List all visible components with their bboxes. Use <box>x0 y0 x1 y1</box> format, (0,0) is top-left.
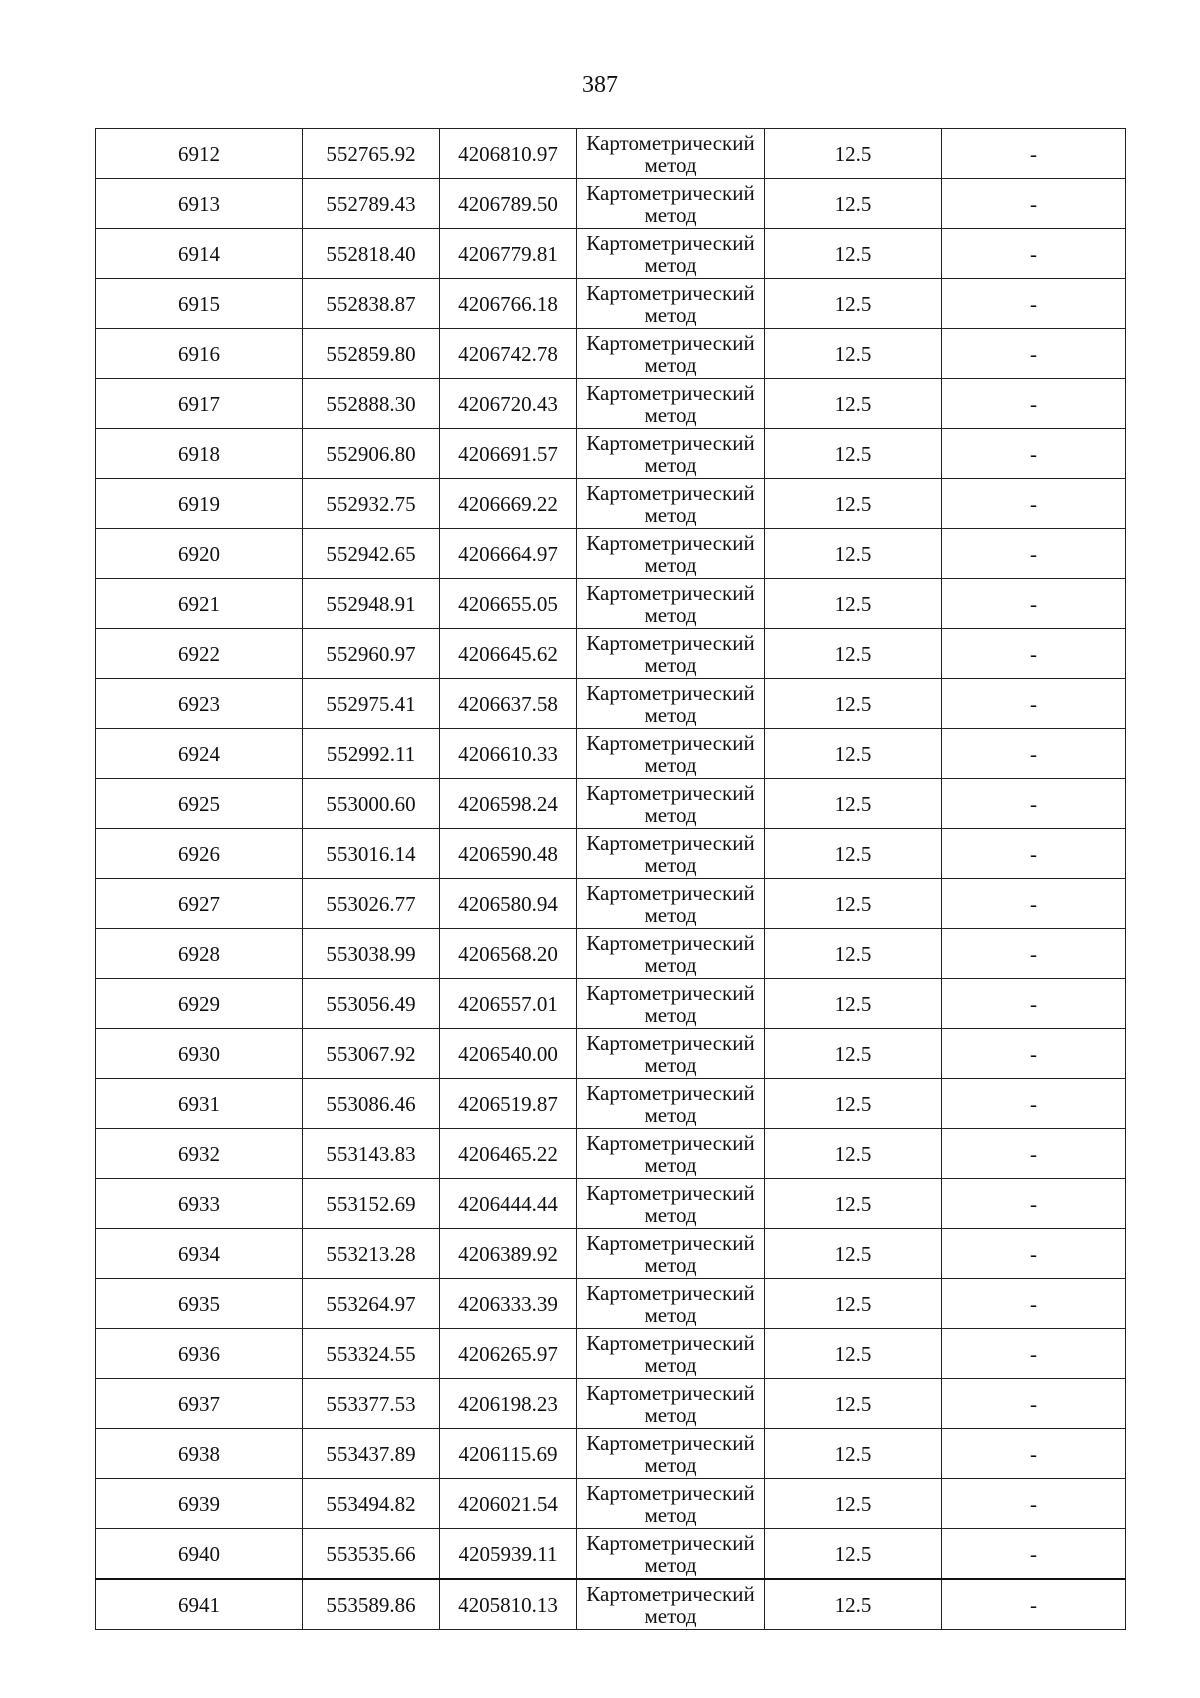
y-coordinate-cell: 4206669.22 <box>440 479 577 529</box>
method-cell <box>577 129 765 179</box>
accuracy-cell: 12.5 <box>765 779 942 829</box>
method-line-1: Картометрический <box>586 1130 755 1155</box>
accuracy-cell: 12.5 <box>765 329 942 379</box>
method-cell <box>577 229 765 279</box>
point-number-cell: 6917 <box>96 379 303 429</box>
y-coordinate-cell: 4206389.92 <box>440 1229 577 1279</box>
y-coordinate-cell: 4206691.57 <box>440 429 577 479</box>
table-row <box>96 1379 1126 1429</box>
method-line-1: Картометрический <box>586 1030 755 1055</box>
point-number-cell: 6914 <box>96 229 303 279</box>
method-line-2: метод <box>644 1202 697 1227</box>
x-coordinate-cell: 553086.46 <box>303 1079 440 1129</box>
y-coordinate-cell: 4206333.39 <box>440 1279 577 1329</box>
method-cell <box>577 1579 765 1630</box>
method-line-1: Картометрический <box>586 680 755 705</box>
method-line-1: Картометрический <box>586 1380 755 1405</box>
method-line-2: метод <box>644 1502 697 1527</box>
accuracy-cell: 12.5 <box>765 1279 942 1329</box>
method-cell <box>577 579 765 629</box>
table-row <box>96 279 1126 329</box>
x-coordinate-cell: 553437.89 <box>303 1429 440 1479</box>
note-cell: - <box>942 929 1126 979</box>
table-row <box>96 179 1126 229</box>
y-coordinate-cell: 4206568.20 <box>440 929 577 979</box>
method-line-1: Картометрический <box>586 330 755 355</box>
note-cell: - <box>942 729 1126 779</box>
note-cell: - <box>942 629 1126 679</box>
table-row <box>96 429 1126 479</box>
method-line-2: метод <box>644 352 697 377</box>
point-number-cell: 6939 <box>96 1479 303 1529</box>
method-line-2: метод <box>644 652 697 677</box>
method-cell <box>577 379 765 429</box>
method-cell <box>577 979 765 1029</box>
x-coordinate-cell: 553213.28 <box>303 1229 440 1279</box>
method-line-1: Картометрический <box>586 280 755 305</box>
method-cell <box>577 679 765 729</box>
accuracy-cell: 12.5 <box>765 1529 942 1580</box>
method-cell <box>577 479 765 529</box>
accuracy-cell: 12.5 <box>765 1229 942 1279</box>
method-line-1: Картометрический <box>586 130 755 155</box>
method-cell <box>577 929 765 979</box>
note-cell: - <box>942 429 1126 479</box>
point-number-cell: 6927 <box>96 879 303 929</box>
point-number-cell: 6915 <box>96 279 303 329</box>
accuracy-cell: 12.5 <box>765 879 942 929</box>
x-coordinate-cell: 552960.97 <box>303 629 440 679</box>
x-coordinate-cell: 552888.30 <box>303 379 440 429</box>
note-cell: - <box>942 1579 1126 1630</box>
method-line-2: метод <box>644 1352 697 1377</box>
accuracy-cell: 12.5 <box>765 729 942 779</box>
x-coordinate-cell: 553264.97 <box>303 1279 440 1329</box>
method-line-2: метод <box>644 1402 697 1427</box>
x-coordinate-cell: 553056.49 <box>303 979 440 1029</box>
y-coordinate-cell: 4206664.97 <box>440 529 577 579</box>
method-cell <box>577 1029 765 1079</box>
method-cell <box>577 1279 765 1329</box>
accuracy-cell: 12.5 <box>765 1429 942 1479</box>
point-number-cell: 6922 <box>96 629 303 679</box>
method-cell <box>577 429 765 479</box>
point-number-cell: 6941 <box>96 1579 303 1630</box>
method-line-2: метод <box>644 152 697 177</box>
method-cell <box>577 529 765 579</box>
note-cell: - <box>942 829 1126 879</box>
table-row <box>96 779 1126 829</box>
table-row <box>96 1529 1126 1580</box>
point-number-cell: 6938 <box>96 1429 303 1479</box>
point-number-cell: 6916 <box>96 329 303 379</box>
note-cell: - <box>942 779 1126 829</box>
accuracy-cell: 12.5 <box>765 1179 942 1229</box>
method-cell <box>577 1429 765 1479</box>
accuracy-cell: 12.5 <box>765 379 942 429</box>
note-cell: - <box>942 1129 1126 1179</box>
point-number-cell: 6920 <box>96 529 303 579</box>
note-cell: - <box>942 1329 1126 1379</box>
point-number-cell: 6924 <box>96 729 303 779</box>
accuracy-cell: 12.5 <box>765 929 942 979</box>
note-cell: - <box>942 529 1126 579</box>
method-line-2: метод <box>644 1052 697 1077</box>
accuracy-cell: 12.5 <box>765 229 942 279</box>
x-coordinate-cell: 553589.86 <box>303 1579 440 1630</box>
table-row <box>96 379 1126 429</box>
method-cell <box>577 829 765 879</box>
point-number-cell: 6912 <box>96 129 303 179</box>
note-cell: - <box>942 979 1126 1029</box>
method-line-1: Картометрический <box>586 1581 755 1606</box>
accuracy-cell: 12.5 <box>765 579 942 629</box>
y-coordinate-cell: 4206198.23 <box>440 1379 577 1429</box>
accuracy-cell: 12.5 <box>765 1379 942 1429</box>
table-row <box>96 1579 1126 1630</box>
x-coordinate-cell: 552789.43 <box>303 179 440 229</box>
point-number-cell: 6931 <box>96 1079 303 1129</box>
x-coordinate-cell: 553152.69 <box>303 1179 440 1229</box>
method-line-1: Картометрический <box>586 430 755 455</box>
method-line-2: метод <box>644 1552 697 1577</box>
note-cell: - <box>942 1529 1126 1580</box>
table-row <box>96 1279 1126 1329</box>
method-line-1: Картометрический <box>586 480 755 505</box>
point-number-cell: 6930 <box>96 1029 303 1079</box>
method-cell <box>577 279 765 329</box>
table-row <box>96 1479 1126 1529</box>
accuracy-cell: 12.5 <box>765 429 942 479</box>
method-cell <box>577 1529 765 1580</box>
point-number-cell: 6919 <box>96 479 303 529</box>
method-line-2: метод <box>644 1603 697 1628</box>
method-line-1: Картометрический <box>586 580 755 605</box>
table-row <box>96 879 1126 929</box>
method-line-2: метод <box>644 302 697 327</box>
x-coordinate-cell: 552992.11 <box>303 729 440 779</box>
point-number-cell: 6913 <box>96 179 303 229</box>
point-number-cell: 6926 <box>96 829 303 879</box>
accuracy-cell: 12.5 <box>765 1579 942 1630</box>
note-cell: - <box>942 679 1126 729</box>
y-coordinate-cell: 4206598.24 <box>440 779 577 829</box>
accuracy-cell: 12.5 <box>765 129 942 179</box>
note-cell: - <box>942 279 1126 329</box>
y-coordinate-cell: 4206779.81 <box>440 229 577 279</box>
method-cell <box>577 179 765 229</box>
accuracy-cell: 12.5 <box>765 1129 942 1179</box>
note-cell: - <box>942 1079 1126 1129</box>
y-coordinate-cell: 4205810.13 <box>440 1579 577 1630</box>
method-cell <box>577 1379 765 1429</box>
point-number-cell: 6928 <box>96 929 303 979</box>
accuracy-cell: 12.5 <box>765 1329 942 1379</box>
note-cell: - <box>942 479 1126 529</box>
method-line-2: метод <box>644 752 697 777</box>
x-coordinate-cell: 553026.77 <box>303 879 440 929</box>
method-line-2: метод <box>644 452 697 477</box>
table-row <box>96 579 1126 629</box>
x-coordinate-cell: 553324.55 <box>303 1329 440 1379</box>
y-coordinate-cell: 4206519.87 <box>440 1079 577 1129</box>
table-row <box>96 529 1126 579</box>
method-line-2: метод <box>644 502 697 527</box>
point-number-cell: 6933 <box>96 1179 303 1229</box>
method-line-1: Картометрический <box>586 1080 755 1105</box>
table-row <box>96 729 1126 779</box>
accuracy-cell: 12.5 <box>765 629 942 679</box>
table-row <box>96 1229 1126 1279</box>
method-line-2: метод <box>644 402 697 427</box>
table-row <box>96 329 1126 379</box>
table-row <box>96 1129 1126 1179</box>
note-cell: - <box>942 1029 1126 1079</box>
method-line-2: метод <box>644 952 697 977</box>
y-coordinate-cell: 4206590.48 <box>440 829 577 879</box>
point-number-cell: 6929 <box>96 979 303 1029</box>
x-coordinate-cell: 552859.80 <box>303 329 440 379</box>
method-line-2: метод <box>644 252 697 277</box>
method-line-1: Картометрический <box>586 1280 755 1305</box>
method-line-1: Картометрический <box>586 880 755 905</box>
x-coordinate-cell: 553535.66 <box>303 1529 440 1580</box>
y-coordinate-cell: 4206766.18 <box>440 279 577 329</box>
note-cell: - <box>942 1379 1126 1429</box>
note-cell: - <box>942 1479 1126 1529</box>
x-coordinate-cell: 553016.14 <box>303 829 440 879</box>
y-coordinate-cell: 4206540.00 <box>440 1029 577 1079</box>
y-coordinate-cell: 4206742.78 <box>440 329 577 379</box>
method-line-1: Картометрический <box>586 780 755 805</box>
x-coordinate-cell: 553038.99 <box>303 929 440 979</box>
accuracy-cell: 12.5 <box>765 1479 942 1529</box>
x-coordinate-cell: 552975.41 <box>303 679 440 729</box>
table-row <box>96 229 1126 279</box>
y-coordinate-cell: 4206444.44 <box>440 1179 577 1229</box>
method-line-2: метод <box>644 1102 697 1127</box>
note-cell: - <box>942 1229 1126 1279</box>
y-coordinate-cell: 4206580.94 <box>440 879 577 929</box>
accuracy-cell: 12.5 <box>765 479 942 529</box>
table-row <box>96 479 1126 529</box>
y-coordinate-cell: 4206465.22 <box>440 1129 577 1179</box>
note-cell: - <box>942 329 1126 379</box>
x-coordinate-cell: 553143.83 <box>303 1129 440 1179</box>
x-coordinate-cell: 552818.40 <box>303 229 440 279</box>
method-line-1: Картометрический <box>586 830 755 855</box>
method-line-2: метод <box>644 1452 697 1477</box>
method-line-1: Картометрический <box>586 980 755 1005</box>
note-cell: - <box>942 879 1126 929</box>
note-cell: - <box>942 179 1126 229</box>
method-cell <box>577 1079 765 1129</box>
method-line-1: Картометрический <box>586 1230 755 1255</box>
method-cell <box>577 1229 765 1279</box>
method-cell <box>577 729 765 779</box>
method-cell <box>577 629 765 679</box>
method-line-1: Картометрический <box>586 1430 755 1455</box>
accuracy-cell: 12.5 <box>765 829 942 879</box>
point-number-cell: 6921 <box>96 579 303 629</box>
point-number-cell: 6925 <box>96 779 303 829</box>
coordinates-table <box>95 128 1126 1630</box>
y-coordinate-cell: 4206810.97 <box>440 129 577 179</box>
method-line-2: метод <box>644 602 697 627</box>
x-coordinate-cell: 552942.65 <box>303 529 440 579</box>
method-cell <box>577 779 765 829</box>
method-line-2: метод <box>644 702 697 727</box>
table-row <box>96 1329 1126 1379</box>
method-line-1: Картометрический <box>586 530 755 555</box>
note-cell: - <box>942 379 1126 429</box>
method-line-2: метод <box>644 1002 697 1027</box>
method-line-2: метод <box>644 802 697 827</box>
coordinates-table-body <box>96 129 1126 1630</box>
x-coordinate-cell: 552948.91 <box>303 579 440 629</box>
table-row <box>96 629 1126 679</box>
x-coordinate-cell: 553067.92 <box>303 1029 440 1079</box>
point-number-cell: 6935 <box>96 1279 303 1329</box>
method-line-1: Картометрический <box>586 230 755 255</box>
method-line-1: Картометрический <box>586 1530 755 1555</box>
note-cell: - <box>942 129 1126 179</box>
y-coordinate-cell: 4206655.05 <box>440 579 577 629</box>
method-line-2: метод <box>644 1302 697 1327</box>
method-line-1: Картометрический <box>586 630 755 655</box>
accuracy-cell: 12.5 <box>765 529 942 579</box>
accuracy-cell: 12.5 <box>765 1029 942 1079</box>
y-coordinate-cell: 4206265.97 <box>440 1329 577 1379</box>
point-number-cell: 6940 <box>96 1529 303 1580</box>
accuracy-cell: 12.5 <box>765 1079 942 1129</box>
accuracy-cell: 12.5 <box>765 679 942 729</box>
method-line-1: Картометрический <box>586 1330 755 1355</box>
method-line-1: Картометрический <box>586 930 755 955</box>
table-row <box>96 929 1126 979</box>
method-cell <box>577 1329 765 1379</box>
note-cell: - <box>942 229 1126 279</box>
point-number-cell: 6923 <box>96 679 303 729</box>
point-number-cell: 6937 <box>96 1379 303 1429</box>
y-coordinate-cell: 4206637.58 <box>440 679 577 729</box>
y-coordinate-cell: 4206557.01 <box>440 979 577 1029</box>
method-cell <box>577 1129 765 1179</box>
x-coordinate-cell: 552932.75 <box>303 479 440 529</box>
method-cell <box>577 1179 765 1229</box>
note-cell: - <box>942 1429 1126 1479</box>
method-line-2: метод <box>644 1152 697 1177</box>
x-coordinate-cell: 552906.80 <box>303 429 440 479</box>
table-row <box>96 129 1126 179</box>
method-cell <box>577 1479 765 1529</box>
method-line-1: Картометрический <box>586 180 755 205</box>
y-coordinate-cell: 4206720.43 <box>440 379 577 429</box>
method-line-1: Картометрический <box>586 730 755 755</box>
method-line-2: метод <box>644 202 697 227</box>
table-row <box>96 679 1126 729</box>
method-line-2: метод <box>644 852 697 877</box>
note-cell: - <box>942 1179 1126 1229</box>
note-cell: - <box>942 1279 1126 1329</box>
table-row <box>96 829 1126 879</box>
method-line-1: Картометрический <box>586 1180 755 1205</box>
point-number-cell: 6918 <box>96 429 303 479</box>
table-row <box>96 1029 1126 1079</box>
method-line-1: Картометрический <box>586 380 755 405</box>
y-coordinate-cell: 4206115.69 <box>440 1429 577 1479</box>
method-line-2: метод <box>644 1252 697 1277</box>
accuracy-cell: 12.5 <box>765 979 942 1029</box>
point-number-cell: 6934 <box>96 1229 303 1279</box>
y-coordinate-cell: 4206610.33 <box>440 729 577 779</box>
table-row <box>96 1079 1126 1129</box>
method-cell <box>577 879 765 929</box>
page-number: 387 <box>582 72 618 98</box>
method-line-2: метод <box>644 552 697 577</box>
x-coordinate-cell: 552765.92 <box>303 129 440 179</box>
table-row <box>96 979 1126 1029</box>
y-coordinate-cell: 4206021.54 <box>440 1479 577 1529</box>
x-coordinate-cell: 553494.82 <box>303 1479 440 1529</box>
x-coordinate-cell: 553377.53 <box>303 1379 440 1429</box>
accuracy-cell: 12.5 <box>765 179 942 229</box>
table-row <box>96 1179 1126 1229</box>
accuracy-cell: 12.5 <box>765 279 942 329</box>
x-coordinate-cell: 552838.87 <box>303 279 440 329</box>
table-row <box>96 1429 1126 1479</box>
y-coordinate-cell: 4206789.50 <box>440 179 577 229</box>
y-coordinate-cell: 4205939.11 <box>440 1529 577 1580</box>
point-number-cell: 6936 <box>96 1329 303 1379</box>
method-line-1: Картометрический <box>586 1480 755 1505</box>
x-coordinate-cell: 553000.60 <box>303 779 440 829</box>
y-coordinate-cell: 4206645.62 <box>440 629 577 679</box>
note-cell: - <box>942 579 1126 629</box>
method-line-2: метод <box>644 902 697 927</box>
point-number-cell: 6932 <box>96 1129 303 1179</box>
method-cell <box>577 329 765 379</box>
